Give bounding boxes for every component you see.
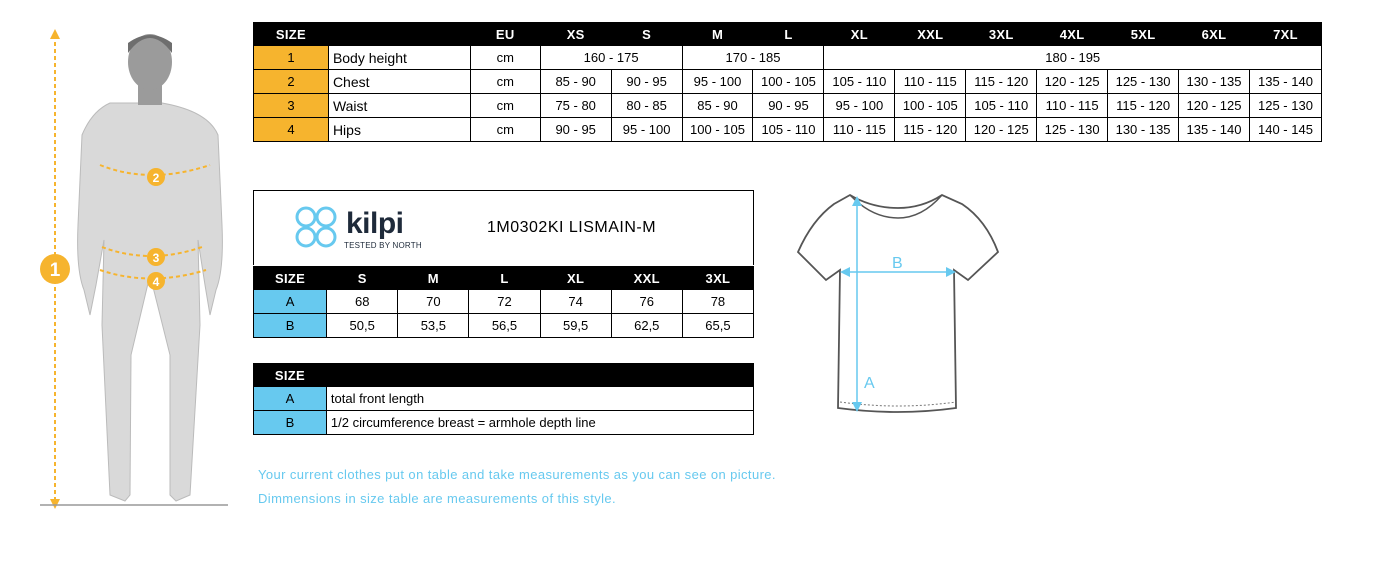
table-cell: 115 - 120 bbox=[1108, 94, 1179, 118]
table-cell: 120 - 125 bbox=[1037, 70, 1108, 94]
table-header-row bbox=[254, 267, 754, 290]
table-cell: 110 - 115 bbox=[824, 118, 895, 142]
table-header-row bbox=[254, 364, 754, 387]
header-s: S bbox=[611, 23, 682, 46]
header-m: M bbox=[682, 23, 753, 46]
header-7xl: 7XL bbox=[1249, 23, 1321, 46]
table-cell: 170 - 185 bbox=[682, 46, 824, 70]
table-cell: 130 - 135 bbox=[1108, 118, 1179, 142]
table-cell: 120 - 125 bbox=[966, 118, 1037, 142]
header-l: L bbox=[753, 23, 824, 46]
header-size: SIZE bbox=[254, 267, 327, 290]
kilpi-tagline: TESTED BY NORTH bbox=[344, 241, 422, 250]
height-arrow-bottom bbox=[50, 499, 60, 509]
row-key: B bbox=[254, 314, 327, 338]
marker-4-label: 4 bbox=[152, 275, 160, 289]
table-cell: 110 - 115 bbox=[895, 70, 966, 94]
header-6xl: 6XL bbox=[1179, 23, 1250, 46]
header-xxl: XXL bbox=[611, 267, 682, 290]
table-cell: 105 - 110 bbox=[824, 70, 895, 94]
header-size: SIZE bbox=[254, 23, 329, 46]
table-cell: 125 - 130 bbox=[1108, 70, 1179, 94]
row-key: A bbox=[254, 387, 327, 411]
header-xs: XS bbox=[540, 23, 611, 46]
instruction-note: Dimmensions in size table are measurements of this style. bbox=[258, 491, 617, 506]
header-eu: EU bbox=[470, 23, 540, 46]
table-cell: 115 - 120 bbox=[966, 70, 1037, 94]
table-row bbox=[254, 314, 754, 338]
table-cell: 56,5 bbox=[469, 314, 540, 338]
table-cell: 105 - 110 bbox=[966, 94, 1037, 118]
row-label: Hips bbox=[328, 118, 470, 142]
table-cell: 59,5 bbox=[540, 314, 611, 338]
measurement-legend-table bbox=[253, 363, 754, 435]
row-unit: cm bbox=[470, 70, 540, 94]
table-cell: 95 - 100 bbox=[824, 94, 895, 118]
header-m: M bbox=[398, 267, 469, 290]
body-size-table bbox=[253, 22, 1322, 142]
tshirt-diagram bbox=[790, 180, 1005, 425]
table-cell: 85 - 90 bbox=[540, 70, 611, 94]
table-row bbox=[254, 118, 1322, 142]
table-row bbox=[254, 290, 754, 314]
tshirt-outline bbox=[798, 195, 998, 412]
table-cell: 125 - 130 bbox=[1249, 94, 1321, 118]
header-3xl: 3XL bbox=[966, 23, 1037, 46]
header-blank bbox=[326, 364, 753, 387]
header-3xl: 3XL bbox=[682, 267, 753, 290]
row-number: 4 bbox=[254, 118, 329, 142]
row-number: 2 bbox=[254, 70, 329, 94]
instruction-note: Your current clothes put on table and take measurements as you can see on picture. bbox=[258, 467, 776, 482]
header-s: S bbox=[327, 267, 398, 290]
header-xxl: XXL bbox=[895, 23, 966, 46]
table-row bbox=[254, 70, 1322, 94]
table-cell: 115 - 120 bbox=[895, 118, 966, 142]
table-cell: 90 - 95 bbox=[540, 118, 611, 142]
table-cell: 70 bbox=[398, 290, 469, 314]
header-4xl: 4XL bbox=[1037, 23, 1108, 46]
table-cell: 62,5 bbox=[611, 314, 682, 338]
label-b: B bbox=[892, 255, 903, 272]
row-unit: cm bbox=[470, 94, 540, 118]
height-arrow-top bbox=[50, 29, 60, 39]
table-header-row bbox=[254, 23, 1322, 46]
header-l: L bbox=[469, 267, 540, 290]
table-cell: 90 - 95 bbox=[611, 70, 682, 94]
table-cell: 78 bbox=[682, 290, 753, 314]
marker-2-label: 2 bbox=[152, 171, 160, 185]
row-number: 3 bbox=[254, 94, 329, 118]
table-cell: 135 - 140 bbox=[1249, 70, 1321, 94]
product-header-box bbox=[253, 190, 754, 265]
table-cell: 125 - 130 bbox=[1037, 118, 1108, 142]
table-row bbox=[254, 411, 754, 435]
label-a: A bbox=[864, 375, 875, 392]
table-cell: 74 bbox=[540, 290, 611, 314]
header-xl: XL bbox=[540, 267, 611, 290]
table-cell: 105 - 110 bbox=[753, 118, 824, 142]
legend-description: 1/2 circumference breast = armhole depth line bbox=[326, 411, 753, 435]
table-cell: 50,5 bbox=[327, 314, 398, 338]
table-cell: 95 - 100 bbox=[682, 70, 753, 94]
kilpi-logo-text: kilpi bbox=[346, 207, 404, 240]
row-unit: cm bbox=[470, 118, 540, 142]
row-key: A bbox=[254, 290, 327, 314]
row-unit: cm bbox=[470, 46, 540, 70]
legend-description: total front length bbox=[326, 387, 753, 411]
table-cell: 85 - 90 bbox=[682, 94, 753, 118]
table-cell: 75 - 80 bbox=[540, 94, 611, 118]
table-cell: 140 - 145 bbox=[1249, 118, 1321, 142]
header-xl: XL bbox=[824, 23, 895, 46]
table-cell: 135 - 140 bbox=[1179, 118, 1250, 142]
table-cell: 72 bbox=[469, 290, 540, 314]
kilpi-knot-icon bbox=[290, 201, 342, 253]
row-number: 1 bbox=[254, 46, 329, 70]
table-cell: 76 bbox=[611, 290, 682, 314]
table-cell: 100 - 105 bbox=[682, 118, 753, 142]
table-cell: 95 - 100 bbox=[611, 118, 682, 142]
body-silhouette bbox=[78, 103, 223, 501]
row-key: B bbox=[254, 411, 327, 435]
table-row bbox=[254, 94, 1322, 118]
table-cell: 120 - 125 bbox=[1179, 94, 1250, 118]
table-cell: 53,5 bbox=[398, 314, 469, 338]
row-label: Waist bbox=[328, 94, 470, 118]
garment-size-table bbox=[253, 266, 754, 338]
header-size: SIZE bbox=[254, 364, 327, 387]
header-label bbox=[328, 23, 470, 46]
table-row bbox=[254, 387, 754, 411]
table-cell: 90 - 95 bbox=[753, 94, 824, 118]
table-cell: 65,5 bbox=[682, 314, 753, 338]
marker-3-label: 3 bbox=[152, 251, 160, 265]
table-cell: 100 - 105 bbox=[895, 94, 966, 118]
table-cell: 80 - 85 bbox=[611, 94, 682, 118]
table-row bbox=[254, 46, 1322, 70]
header-5xl: 5XL bbox=[1108, 23, 1179, 46]
table-cell: 100 - 105 bbox=[753, 70, 824, 94]
table-cell: 180 - 195 bbox=[824, 46, 1322, 70]
row-label: Body height bbox=[328, 46, 470, 70]
table-cell: 68 bbox=[327, 290, 398, 314]
table-cell: 110 - 115 bbox=[1037, 94, 1108, 118]
product-code: 1M0302KI LISMAIN-M bbox=[487, 219, 657, 236]
table-cell: 160 - 175 bbox=[540, 46, 682, 70]
table-cell: 130 - 135 bbox=[1179, 70, 1250, 94]
body-measurement-figure bbox=[30, 25, 240, 515]
row-label: Chest bbox=[328, 70, 470, 94]
marker-1-label: 1 bbox=[49, 260, 61, 281]
